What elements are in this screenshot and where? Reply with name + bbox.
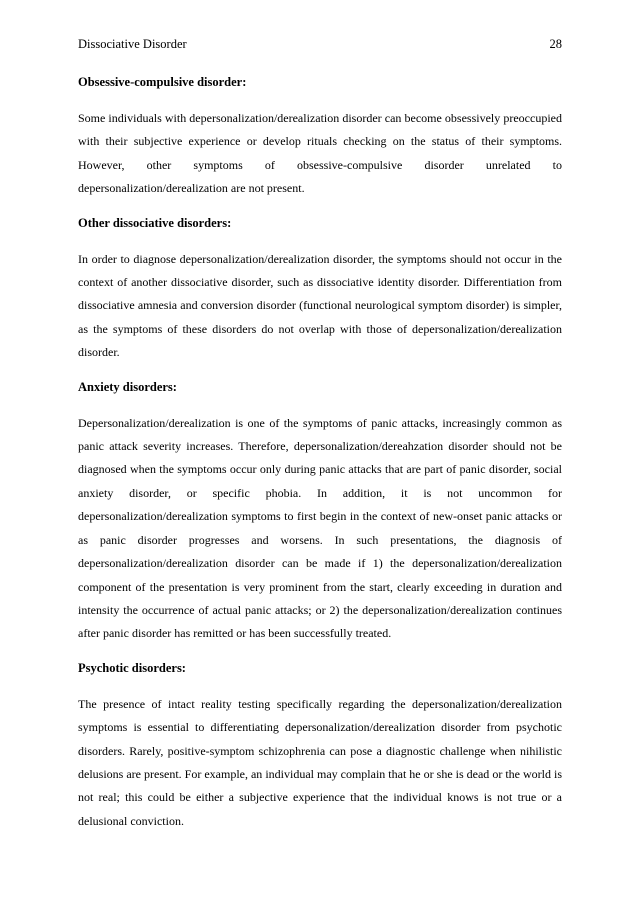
document-title: Dissociative Disorder bbox=[78, 37, 187, 51]
section-anxiety bbox=[78, 379, 562, 646]
section-psychotic bbox=[78, 660, 562, 833]
running-header bbox=[78, 36, 562, 52]
section-heading: Anxiety disorders: bbox=[78, 379, 177, 394]
section-heading: Psychotic disorders: bbox=[78, 660, 186, 675]
section-obsessive-compulsive bbox=[78, 74, 562, 201]
section-heading: Other dissociative disorders: bbox=[78, 215, 232, 230]
page-number: 28 bbox=[549, 37, 562, 51]
section-paragraph: Depersonalization/derealization is one of the symptoms of panic attacks, increasingly common as panic attack severity increases. Therefore, depersonalization/dereahzation disorder should not be diagnosed when the symptoms occur only during panic attacks that are part of panic disorder, social anxiety disorder, or specific phobia. In addition, it is not uncommon for depersonalization/derealization symptoms to first begin in the context of new-onset panic attacks or as panic disorder progresses and worsens. In such presentations, the diagnosis of depersonalization/derealization disorder can be made if 1) the depersonalization/derealization component of the presentation is very prominent from the start, clearly exceeding in duration and intensity the occurrence of actual panic attacks; or 2) the depersonalization/derealization continues after panic disorder has remitted or has been successfully treated. bbox=[78, 415, 562, 641]
section-heading: Obsessive-compulsive disorder: bbox=[78, 75, 247, 89]
section-other-dissociative bbox=[78, 215, 562, 365]
page-content bbox=[78, 74, 562, 847]
section-paragraph: The presence of intact reality testing specifically regarding the depersonalization/derealization symptoms is essential to differentiating depersonalization/derealization disorder from psychotic disorders. Rarely, positive-symptom schizophrenia can pose a diagnostic challenge when nihilistic delusions are present. For example, an individual may complain that he or she is dead or the world is not real; this could be either a subjective experience that the individual knows is not true or a delusional conviction. bbox=[78, 696, 562, 828]
section-paragraph: Some individuals with depersonalization/derealization disorder can become obsessively preoccupied with their subjective experience or develop rituals checking on the status of their symptoms. However, other symptoms of obsessive-compulsive disorder unrelated to depersonalization/derealization are not present. bbox=[78, 111, 562, 196]
section-paragraph: In order to diagnose depersonalization/derealization disorder, the symptoms should not occur in the context of another dissociative disorder, such as dissociative identity disorder. Differentiation from dissociative amnesia and conversion disorder (functional neurological symptom disorder) is simpler, as the symptoms of these disorders do not overlap with those of depersonalization/derealization disorder. bbox=[78, 251, 562, 360]
